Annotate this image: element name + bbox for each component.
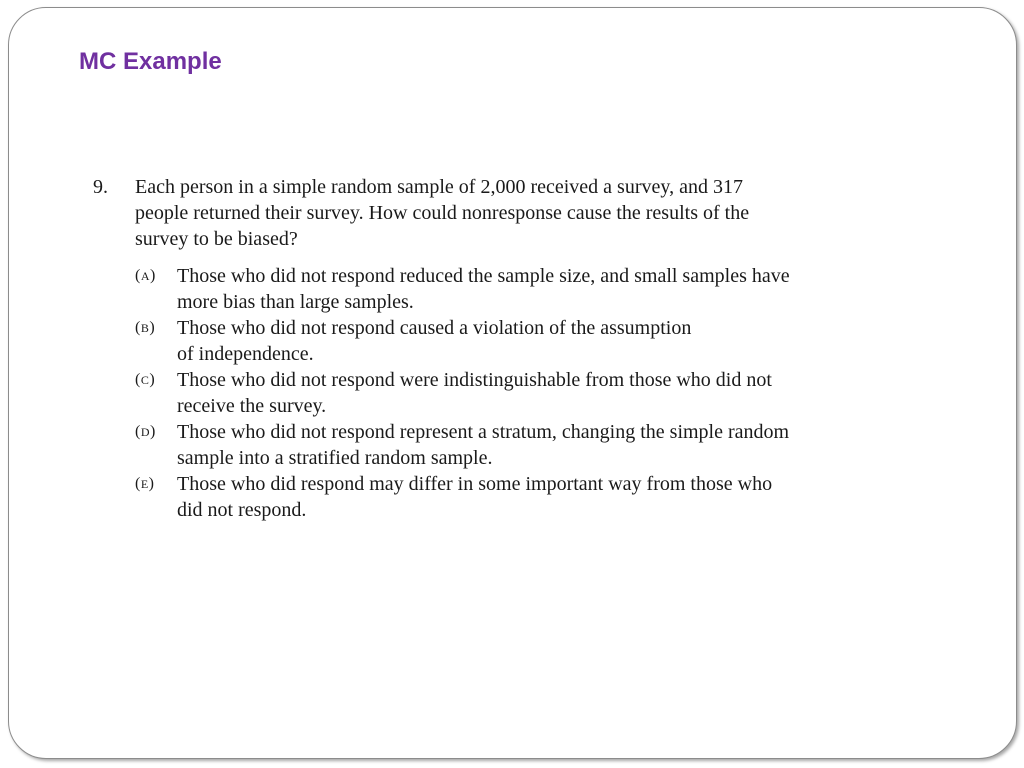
question-number: 9.: [93, 176, 108, 198]
choice-letter: (A): [135, 267, 156, 284]
answer-choice-c: [135, 367, 913, 419]
answer-choice-e: [135, 471, 913, 523]
choice-letter: (C): [135, 371, 156, 388]
choice-letter: (E): [135, 475, 155, 492]
choice-text: Those who did respond may differ in some important way from those who did not respond.: [177, 473, 773, 521]
choice-text: Those who did not respond were indistinguishable from those who did not receive the survey.: [177, 369, 772, 417]
question-stem: Each person in a simple random sample of 2,000 received a survey, and 317 people returned their survey. How could nonresponse cause the results of the survey to be biased?: [135, 176, 750, 250]
answer-choice-b: [135, 315, 913, 367]
slide-title: MC Example: [79, 48, 222, 75]
answer-choice-a: [135, 263, 913, 315]
slide-frame: [8, 7, 1017, 759]
choice-text: Those who did not respond represent a stratum, changing the simple random sample into a stratified random sample.: [177, 421, 790, 469]
question-stem-row: [93, 174, 913, 252]
answer-choices: [135, 263, 913, 523]
question-block: [93, 174, 913, 523]
choice-text: Those who did not respond caused a violation of the assumption of independence.: [177, 317, 692, 365]
choice-letter: (D): [135, 423, 156, 440]
answer-choice-d: [135, 419, 913, 471]
choice-letter: (B): [135, 319, 156, 336]
choice-text: Those who did not respond reduced the sample size, and small samples have more bias than large samples.: [177, 265, 790, 313]
